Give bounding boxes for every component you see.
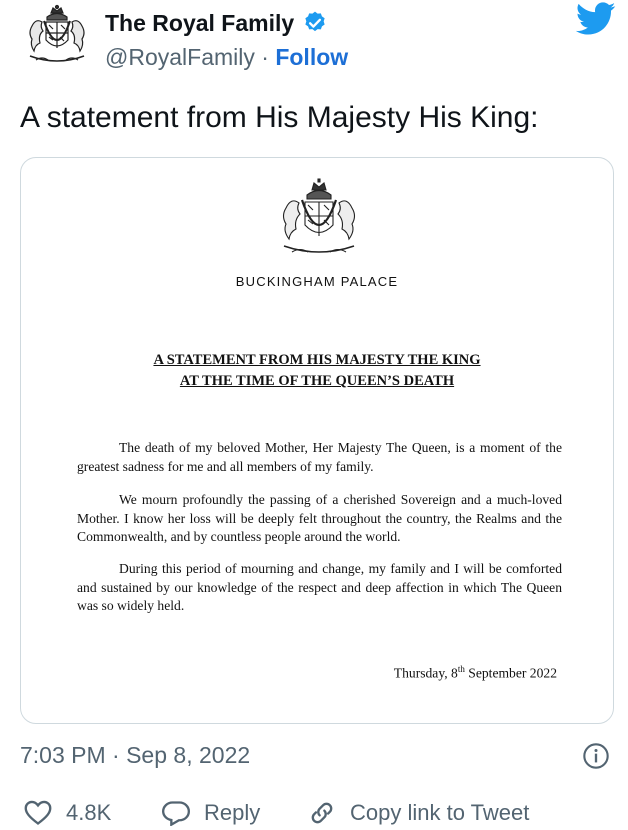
reply-bubble-icon xyxy=(162,800,190,826)
like-button[interactable] xyxy=(24,800,111,826)
tweet-timestamp[interactable]: 7:03 PM · Sep 8, 2022 xyxy=(20,742,251,768)
statement-document xyxy=(21,158,613,723)
statement-paragraph-1: The death of my beloved Mother, Her Majesty The Queen, is a moment of the greatest sadness for me and all members of my family. xyxy=(77,440,562,474)
info-icon[interactable] xyxy=(582,742,610,770)
date-ordinal: th xyxy=(457,664,465,674)
tweet-actions-bar xyxy=(0,800,628,830)
statement-paragraph-2: We mourn profoundly the passing of a cherished Sovereign and a much-loved Mother. I know her loss will be deeply felt throughout the country, the Realms and the Commonwealth, and by countless people around the world. xyxy=(77,492,562,545)
tweet-image-card[interactable] xyxy=(20,157,614,724)
heart-icon xyxy=(24,800,52,826)
statement-title-line-1: A STATEMENT FROM HIS MAJESTY THE KING xyxy=(153,352,481,368)
statement-title-line-2: AT THE TIME OF THE QUEEN’S DEATH xyxy=(179,373,455,389)
copy-link-button[interactable] xyxy=(308,800,529,826)
handle-line xyxy=(105,44,348,71)
verified-badge-icon xyxy=(302,10,328,36)
royal-coat-of-arms-icon xyxy=(274,176,364,264)
palace-heading: BUCKINGHAM PALACE xyxy=(235,274,399,289)
twitter-bird-icon[interactable] xyxy=(576,2,616,36)
reply-button[interactable] xyxy=(162,800,260,826)
link-icon xyxy=(308,800,336,826)
author-name[interactable]: The Royal Family xyxy=(105,10,295,36)
handle-separator: · xyxy=(261,44,269,70)
tweet-text: A statement from His Majesty His King: xyxy=(20,101,539,134)
date-suffix: September 2022 xyxy=(464,665,557,681)
like-count: 4.8K xyxy=(66,800,112,825)
tweet-header xyxy=(0,0,628,90)
date-prefix: Thursday, 8 xyxy=(393,665,458,681)
copy-link-label: Copy link to Tweet xyxy=(350,800,530,825)
statement-date xyxy=(394,664,557,682)
royal-crest-avatar[interactable] xyxy=(22,4,92,70)
statement-title xyxy=(21,350,613,392)
author-handle[interactable]: @RoyalFamily xyxy=(105,44,255,70)
follow-button[interactable]: Follow xyxy=(275,44,349,70)
reply-label: Reply xyxy=(204,800,261,825)
statement-paragraph-3: During this period of mourning and change, my family and I will be comforted and sustained by our knowledge of the respect and deep affection in which The Queen was so widely held. xyxy=(77,561,562,614)
